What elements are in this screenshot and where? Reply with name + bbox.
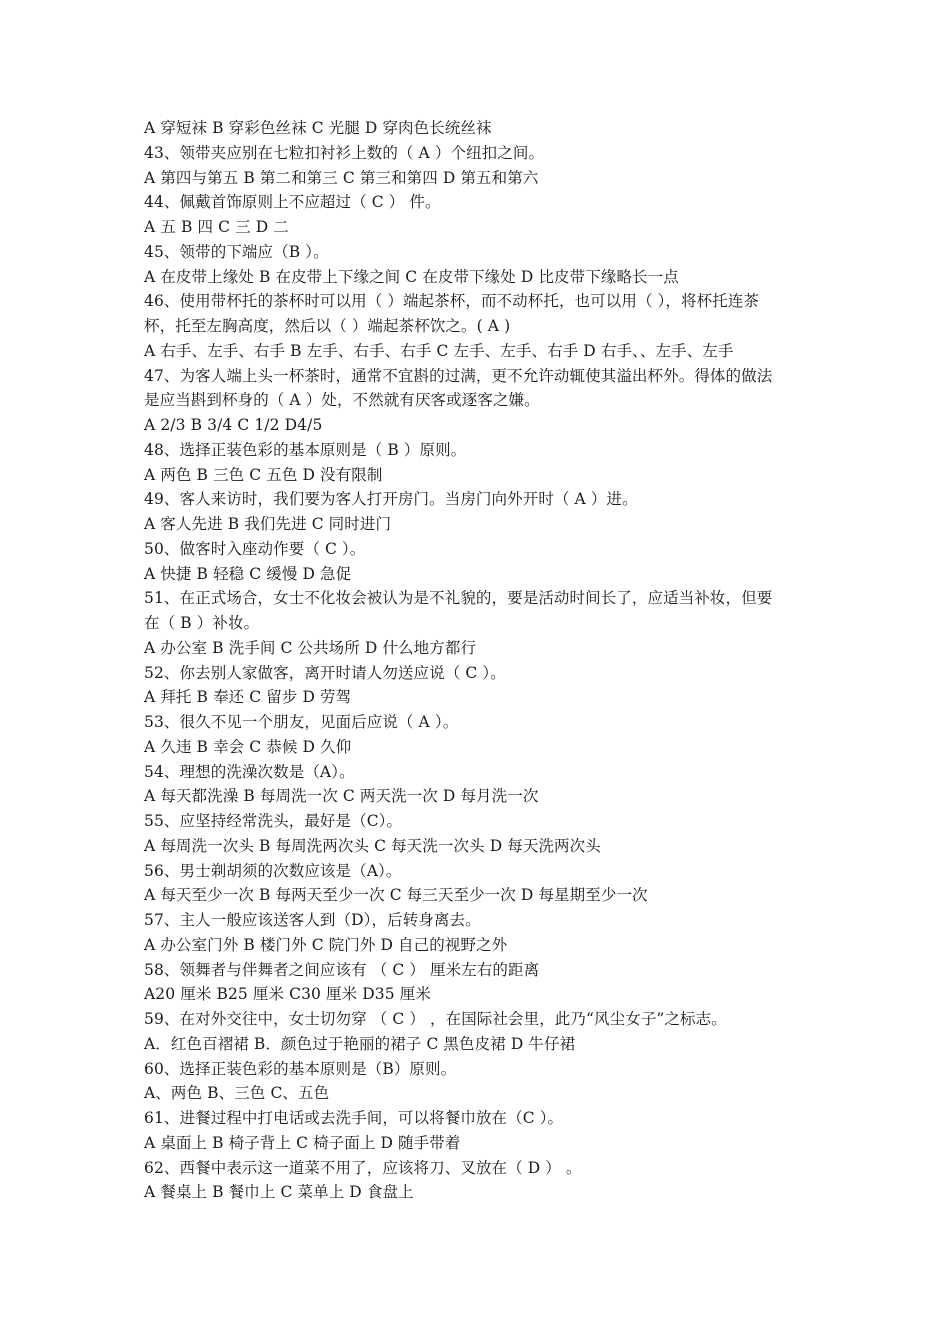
text-line: A 在皮带上缘处 B 在皮带上下缘之间 C 在皮带下缘处 D 比皮带下缘略长一点: [144, 267, 679, 286]
text-line: 60、选择正装色彩的基本原则是（B）原则。: [144, 1059, 457, 1078]
text-line: 在（ B ）补妆。: [144, 614, 260, 632]
text-line: A20 厘米 B25 厘米 C30 厘米 D35 厘米: [144, 985, 431, 1004]
text-line: 50、做客时入座动作要（ C ）。: [144, 539, 366, 558]
text-line: 57、主人一般应该送客人到（D），后转身离去。: [144, 911, 481, 929]
text-line: A 每天至少一次 B 每两天至少一次 C 每三天至少一次 D 每星期至少一次: [144, 886, 648, 905]
text-line: 47、为客人端上头一杯茶时，通常不宜斟的过满，更不允许动辄使其溢出杯外。得体的做法: [144, 366, 773, 385]
text-line: A 拜托 B 奉还 C 留步 D 劳驾: [144, 688, 352, 707]
text-line: A 办公室 B 洗手间 C 公共场所 D 什么地方都行: [144, 638, 477, 657]
text-line: 55、应坚持经常洗头，最好是（C）。: [144, 812, 403, 830]
text-line: 43、领带夹应别在七粒扣衬衫上数的（ A ）个纽扣之间。: [144, 143, 545, 162]
text-line: A 客人先进 B 我们先进 C 同时进门: [144, 515, 392, 533]
text-line: 45、领带的下端应（B ）。: [144, 242, 329, 261]
text-line: A 快捷 B 轻稳 C 缓慢 D 急促: [144, 564, 352, 583]
text-line: A 穿短袜 B 穿彩色丝袜 C 光腿 D 穿肉色长统丝袜: [144, 119, 492, 137]
text-line: A 餐桌上 B 餐巾上 C 菜单上 D 食盘上: [144, 1183, 414, 1202]
text-line: A 五 B 四 C 三 D 二: [144, 218, 289, 236]
text-line: 49、客人来访时，我们要为客人打开房门。当房门向外开时（ A ）进。: [144, 490, 638, 509]
text-line: 52、你去别人家做客，离开时请人勿送应说（ C ）。: [144, 663, 506, 682]
text-line: 62、西餐中表示这一道菜不用了，应该将刀、叉放在（ D ） 。: [144, 1158, 582, 1177]
text-line: A 右手、左手、右手 B 左手、右手、右手 C 左手、左手、右手 D 右手、、左手、左手: [144, 341, 734, 360]
text-line: A．红色百褶裙 B．颜色过于艳丽的裙子 C 黑色皮裙 D 牛仔裙: [144, 1034, 576, 1053]
text-line: A 2/3 B 3/4 C 1/2 D4/5: [144, 416, 323, 434]
question-list: [144, 116, 814, 1205]
text-line: A 第四与第五 B 第二和第三 C 第三和第四 D 第五和第六: [144, 168, 539, 187]
text-line: 54、理想的洗澡次数是（A）。: [144, 762, 355, 781]
text-line: A 办公室门外 B 楼门外 C 院门外 D 自己的视野之外: [144, 935, 508, 954]
text-line: 53、很久不见一个朋友，见面后应说（ A ）。: [144, 713, 459, 731]
text-line: 是应当斟到杯身的（ A ）处，不然就有厌客或逐客之嫌。: [144, 391, 540, 410]
text-line: 59、在对外交往中，女士切勿穿 （ C ） ，在国际社会里，此乃“风尘女子”之标志。: [144, 1010, 727, 1028]
text-line: 51、在正式场合，女士不化妆会被认为是不礼貌的，要是活动时间长了，应适当补妆，但要: [144, 589, 773, 608]
text-line: A 桌面上 B 椅子背上 C 椅子面上 D 随手带着: [144, 1133, 461, 1152]
text-line: A 每天都洗澡 B 每周洗一次 C 两天洗一次 D 每月洗一次: [144, 787, 539, 806]
text-line: 56、男士剃胡须的次数应该是（A）。: [144, 861, 402, 880]
text-line: 48、选择正装色彩的基本原则是（ B ）原则。: [144, 440, 467, 459]
text-line: A 久违 B 幸会 C 恭候 D 久仰: [144, 737, 352, 756]
text-line: 杯，托至左胸高度，然后以（ ）端起茶杯饮之。( A ): [144, 317, 511, 335]
text-line: 58、领舞者与伴舞者之间应该有 （ C ） 厘米左右的距离: [144, 960, 540, 979]
text-line: A 每周洗一次头 B 每周洗两次头 C 每天洗一次头 D 每天洗两次头: [144, 836, 601, 855]
text-line: A、两色 B、三色 C、五色: [144, 1084, 330, 1103]
text-line: 46、使用带杯托的茶杯时可以用（ ）端起茶杯，而不动杯托，也可以用（ ），将杯托连茶: [144, 292, 760, 311]
text-line: 44、佩戴首饰原则上不应超过（ C ） 件。: [144, 193, 441, 212]
text-line: 61、进餐过程中打电话或去洗手间，可以将餐巾放在（C ）。: [144, 1109, 564, 1127]
text-line: A 两色 B 三色 C 五色 D 没有限制: [144, 465, 383, 484]
